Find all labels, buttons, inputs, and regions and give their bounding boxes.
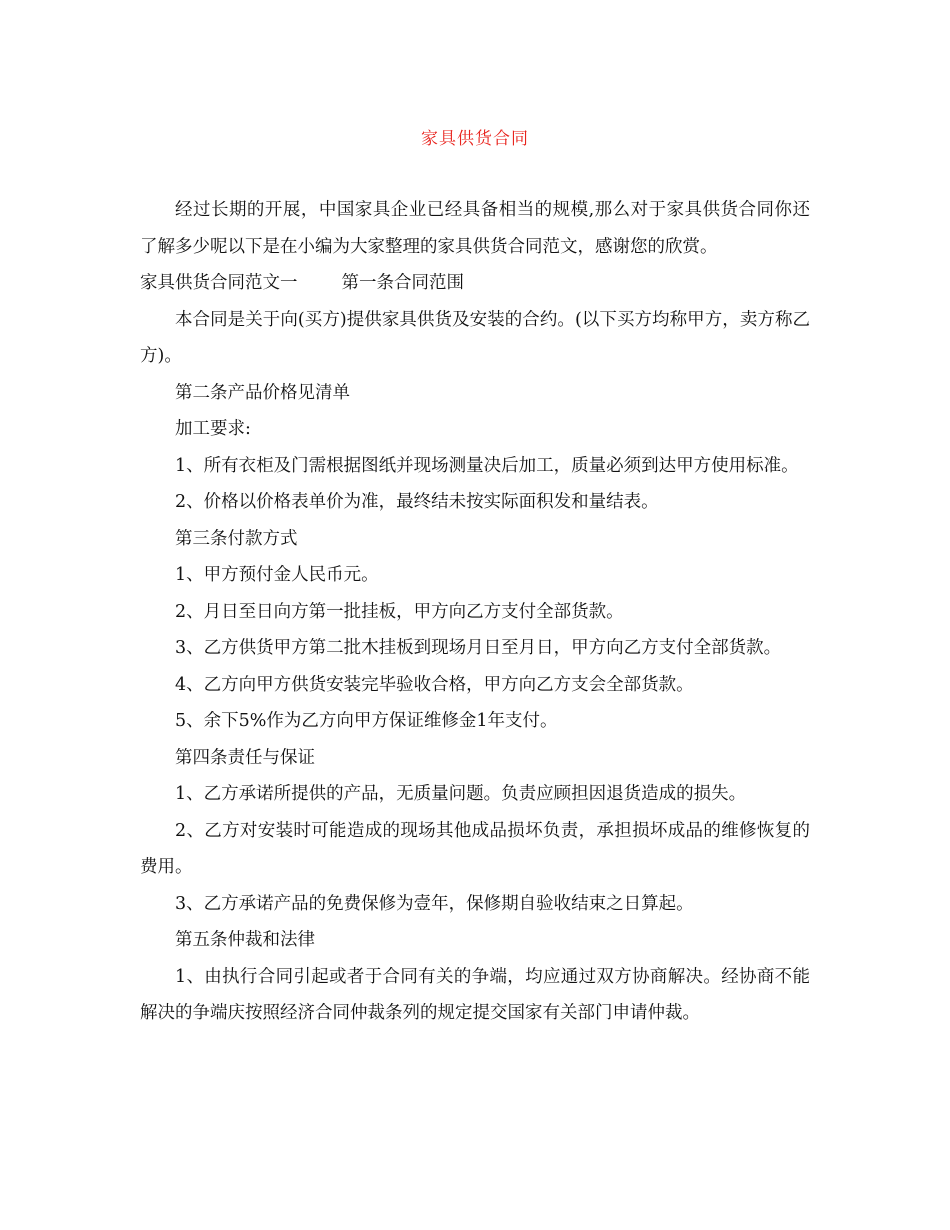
payment-item-5: 5、余下5%作为乙方向甲方保证维修金1年支付。 xyxy=(175,711,558,731)
warranty-item-1: 1、乙方承诺所提供的产品，无质量问题。负责应顾担因退货造成的损失。 xyxy=(175,784,747,804)
warranty-item-3: 3、乙方承诺产品的免费保修为壹年，保修期自验收结束之日算起。 xyxy=(175,893,694,914)
processing-item-1: 1、所有衣柜及门需根据图纸并现场测量决后加工，质量必须到达甲方使用标准。 xyxy=(175,455,799,476)
payment-item-2: 2、月日至日向方第一批挂板，甲方向乙方支付全部货款。 xyxy=(175,601,624,622)
article1-heading: 第一条合同范围 xyxy=(341,273,464,293)
document-title: 家具供货合同 xyxy=(421,129,529,149)
intro-paragraph: 经过长期的开展，中国家具企业已经具备相当的规模,那么对于家具供货合同你还了解多少呢以下是在小编为大家整理的家具供货合同范文，感谢您的欣赏。 xyxy=(140,200,810,257)
sample-heading-line xyxy=(140,265,810,302)
processing-label: 加工要求: xyxy=(175,419,251,439)
article5-heading: 第五条仲裁和法律 xyxy=(175,930,315,950)
article3-heading: 第三条付款方式 xyxy=(175,528,298,549)
warranty-item-2: 2、乙方对安装时可能造成的现场其他成品损坏负责，承担损坏成品的维修恢复的费用。 xyxy=(140,820,810,877)
payment-item-1: 1、甲方预付金人民币元。 xyxy=(175,565,379,585)
payment-item-4: 4、乙方向甲方供货安装完毕验收合格，甲方向乙方支会全部货款。 xyxy=(175,674,694,695)
scope-paragraph: 本合同是关于向(买方)提供家具供货及安装的合约。(以下买方均称甲方，卖方称乙方)。 xyxy=(140,309,810,366)
document-body xyxy=(140,192,810,1032)
payment-item-3: 3、乙方供货甲方第二批木挂板到现场月日至月日，甲方向乙方支付全部货款。 xyxy=(175,638,782,658)
arbitration-item-1: 1、由执行合同引起或者于合同有关的争端，均应通过双方协商解决。经协商不能解决的争端庆按照经济合同仲裁条列的规定提交国家有关部门申请仲裁。 xyxy=(140,966,810,1023)
article4-heading: 第四条责任与保证 xyxy=(175,747,315,768)
sample-label: 家具供货合同范文一 xyxy=(140,273,298,293)
article2-heading: 第二条产品价格见清单 xyxy=(175,382,350,403)
processing-item-2: 2、价格以价格表单价为准，最终结未按实际面积发和量结表。 xyxy=(175,492,659,512)
